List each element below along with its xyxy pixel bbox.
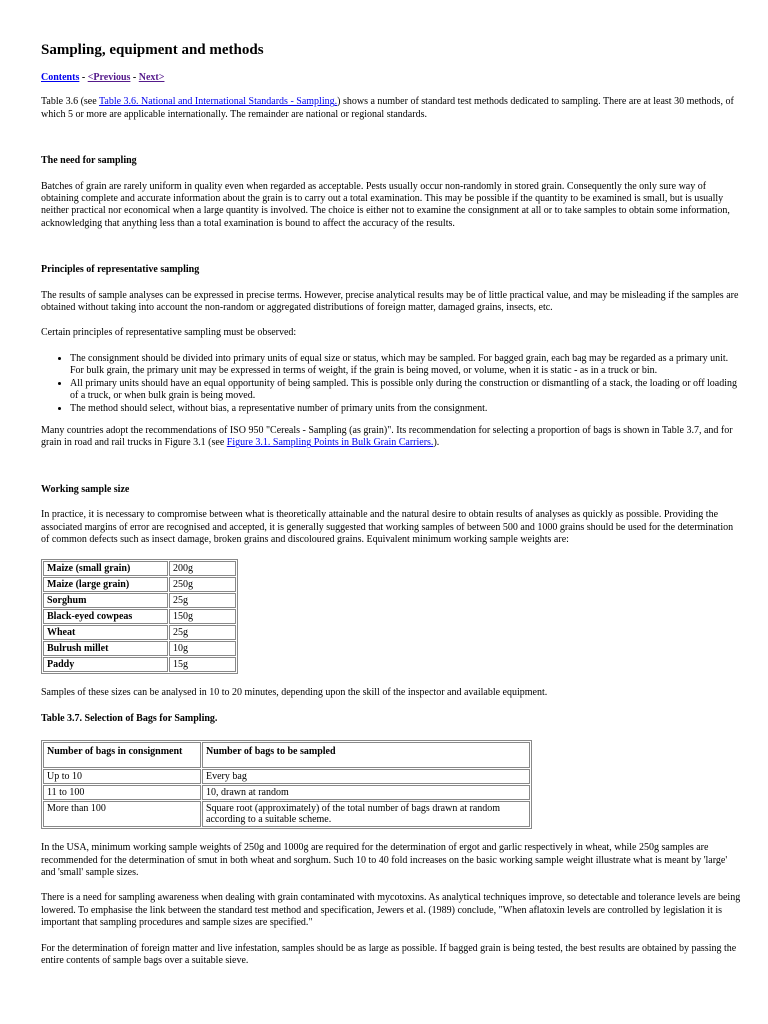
intro-paragraph: Table 3.6 (see Table 3.6. National and International Standards - Sampling.) shows a number of standard test methods dedicated to sampling. There are at least 30 methods, of which 5 or more are applicable internationally. The remainder are national or regional standards. [41,96,734,120]
table-row: Paddy 15g [43,657,236,672]
page-title: Sampling, equipment and methods [41,42,264,58]
list-item: • All primary units should have an equal opportunity of being sampled. This is possible only during the construction or dismantling of a stack, the loading or off loading of a truck, or when bulk grain is being moved. [70,378,742,403]
list-item: • The consignment should be divided into primary units of equal size or status, which may be sampled. For bagged grain, each bag may be regarded as a primary unit. For bulk grain, the primary unit may be expressed in terms of weight, if the grain is being moved, or volume, when it is static - as in a truck or bin. [70,353,742,378]
principles-list [41,353,742,415]
navigation-bar [41,72,742,84]
column-header: Number of bags in consignment [43,742,201,768]
table-row: Maize (large grain) 250g [43,577,236,592]
principles-paragraph: The results of sample analyses can be expressed in precise terms. However, precise analytical results may be of little practical value, and may be misleading if the samples are obtained without taking into account the non-random or aggregated distributions of foreign matter, damaged grains, insects, etc. [41,289,739,314]
iso-paragraph: Many countries adopt the recommendations of ISO 950 "Cereals - Sampling (as grain)". Its recommendation for selecting a proportion of bags is shown in Table 3.7, and for grain in road and rail trucks in Figure 3.1 (see Figure 3.1. Sampling Points in Bulk Grain Carriers.). [41,424,733,449]
section-heading-working: Working sample size [41,483,130,495]
sample-weights-table [41,559,238,674]
table-row: More than 100 Square root (approximately) of the total number of bags drawn at random according to a suitable scheme. [43,801,530,827]
nav-separator: - [130,72,139,83]
column-header: Number of bags to be sampled [202,742,530,768]
foreign-matter-paragraph: For the determination of foreign matter and live infestation, samples should be as large as possible. If bagged grain is being tested, the best results are obtained by passing the entire contents of sample bags over a suitable sieve. [41,942,737,966]
table-header-row [43,742,530,768]
previous-link[interactable]: <Previous [87,72,131,83]
table-row: Wheat 25g [43,625,236,640]
figure-3-1-link[interactable]: Figure 3.1. Sampling Points in Bulk Grain Carriers. [226,437,434,449]
working-paragraph: In practice, it is necessary to compromise between what is theoretically attainable and the natural desire to obtain results of analyses as quickly as possible. Providing the associated margins of error are recognised and accepted, it is generally suggested that working samples of between 500 and 1000 grains should be used for the determination of common defects such as insect damage, broken grains and discoloured grains. Equivalent minimum working sample weights are: [41,509,734,545]
mycotoxin-paragraph: There is a need for sampling awareness when dealing with grain contaminated with mycotoxins. As analytical techniques improve, so detectable and tolerance levels are being lowered. To emphasise the link between the standard test method and specification, Jewers et al. (1989) conclude, "When aflatoxin levels are controlled by legislation it is important that sampling procedures and sample sizes are specified." [41,892,741,929]
table-row: Bulrush millet 10g [43,641,236,656]
contents-link[interactable]: Contents [41,72,80,83]
analysis-time-paragraph: Samples of these sizes can be analysed in 10 to 20 minutes, depending upon the skill of the inspector and available equipment. [41,687,548,699]
table-row: Black-eyed cowpeas 150g [43,609,236,624]
nav-separator: - [79,72,88,83]
table-row: Maize (small grain) 200g [43,561,236,576]
bag-selection-table [41,740,532,829]
next-link[interactable]: Next> [138,72,165,83]
section-heading-principles: Principles of representative sampling [41,264,200,276]
need-paragraph: Batches of grain are rarely uniform in quality even when regarded as acceptable. Pests usually occur non-randomly in stored grain. Consequently the only sure way of obtaining complete and accurate information about the grain is to carry out a total examination. This may be possible if the quantity to be examined is small, but is usually neither practical nor economical when a large quantity is involved. The choice is either not to examine the consignment at all or to take samples to obtain some information, acknowledging that anything less than a total examination is bound to affect the accuracy of the results. [41,180,730,229]
section-heading-need: The need for sampling [41,155,137,167]
principles-intro: Certain principles of representative sampling must be observed: [41,327,297,339]
table-3-6-link[interactable]: Table 3.6. National and International Standards - Sampling. [98,96,338,108]
table-row: Up to 10 Every bag [43,769,530,784]
table-row: Sorghum 25g [43,593,236,608]
usa-paragraph: In the USA, minimum working sample weights of 250g and 1000g are required for the determination of ergot and garlic respectively in wheat, while 250g samples are recommended for the determination of smut in both wheat and sorghum. Such 10 to 40 fold increases on the basic working sample weight illustrate what is meant by 'large' and 'small' sample sizes. [41,842,728,878]
table-row: 11 to 100 10, drawn at random [43,785,530,800]
table-caption: Table 3.7. Selection of Bags for Sampling. [41,712,218,724]
list-item: • The method should select, without bias, a representative number of primary units from the consignment. [70,403,742,415]
